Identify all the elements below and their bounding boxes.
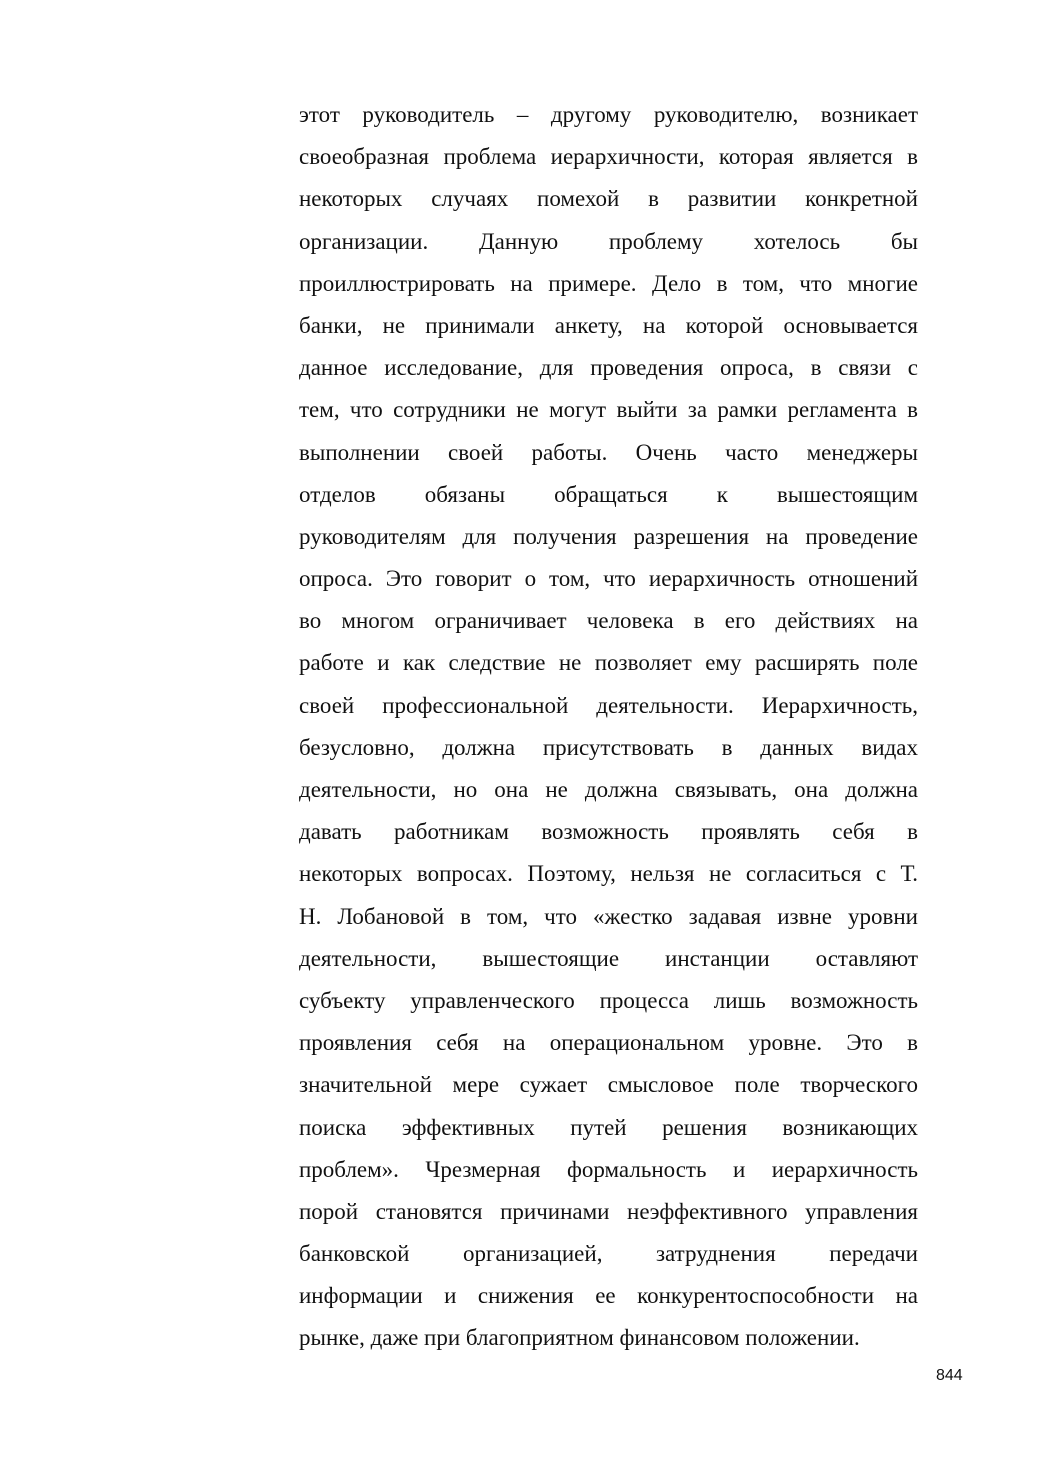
text-line: деятельности, вышестоящие инстанции оставляют	[299, 945, 918, 971]
page-number: 844	[936, 1367, 963, 1384]
text-line: поиска эффективных путей решения возникающих	[299, 1114, 918, 1140]
text-line: Н. Лобановой в том, что «жестко задавая извне уровни	[299, 903, 918, 929]
body-paragraph	[299, 94, 918, 1360]
text-line: своей профессиональной деятельности. Иерархичность,	[299, 692, 918, 718]
text-line: проявления себя на операциональном уровне. Это в	[299, 1030, 918, 1056]
text-line: опроса. Это говорит о том, что иерархичность отношений	[299, 566, 918, 592]
text-line: данное исследование, для проведения опроса, в связи с	[299, 355, 918, 381]
text-line: порой становятся причинами неэффективного управления	[299, 1198, 918, 1224]
text-line: своеобразная проблема иерархичности, которая является в	[299, 144, 918, 170]
text-line: этот руководитель – другому руководителю, возникает	[299, 102, 918, 127]
text-line: деятельности, но она не должна связывать, она должна	[299, 777, 918, 802]
text-line: информации и снижения ее конкурентоспособности на	[299, 1283, 918, 1309]
text-line: некоторых случаях помехой в развитии конкретной	[299, 186, 918, 212]
text-line: давать работникам возможность проявлять себя в	[299, 819, 918, 845]
text-line: тем, что сотрудники не могут выйти за рамки регламента в	[299, 397, 918, 423]
text-line: работе и как следствие не позволяет ему расширять поле	[299, 650, 918, 676]
text-line: безусловно, должна присутствовать в данных видах	[299, 734, 918, 760]
text-line: организации. Данную проблему хотелось бы	[299, 228, 918, 254]
text-line: проиллюстрировать на примере. Дело в том, что многие	[299, 270, 918, 296]
text-line: выполнении своей работы. Очень часто менеджеры	[299, 439, 918, 465]
text-line: банки, не принимали анкету, на которой основывается	[299, 312, 918, 338]
text-line: во многом ограничивает человека в его действиях на	[299, 608, 918, 634]
text-line: некоторых вопросах. Поэтому, нельзя не согласиться с Т.	[299, 861, 918, 887]
text-line: отделов обязаны обращаться к вышестоящим	[299, 481, 918, 507]
text-line: проблем». Чрезмерная формальность и иерархичность	[299, 1156, 918, 1182]
text-line: банковской организацией, затруднения передачи	[299, 1241, 918, 1267]
text-line: руководителям для получения разрешения на проведение	[299, 523, 918, 549]
text-line: значительной мере сужает смысловое поле творческого	[299, 1072, 918, 1098]
text-line: субъекту управленческого процесса лишь возможность	[299, 987, 918, 1013]
text-line: рынке, даже при благоприятном финансовом положении.	[299, 1325, 860, 1351]
